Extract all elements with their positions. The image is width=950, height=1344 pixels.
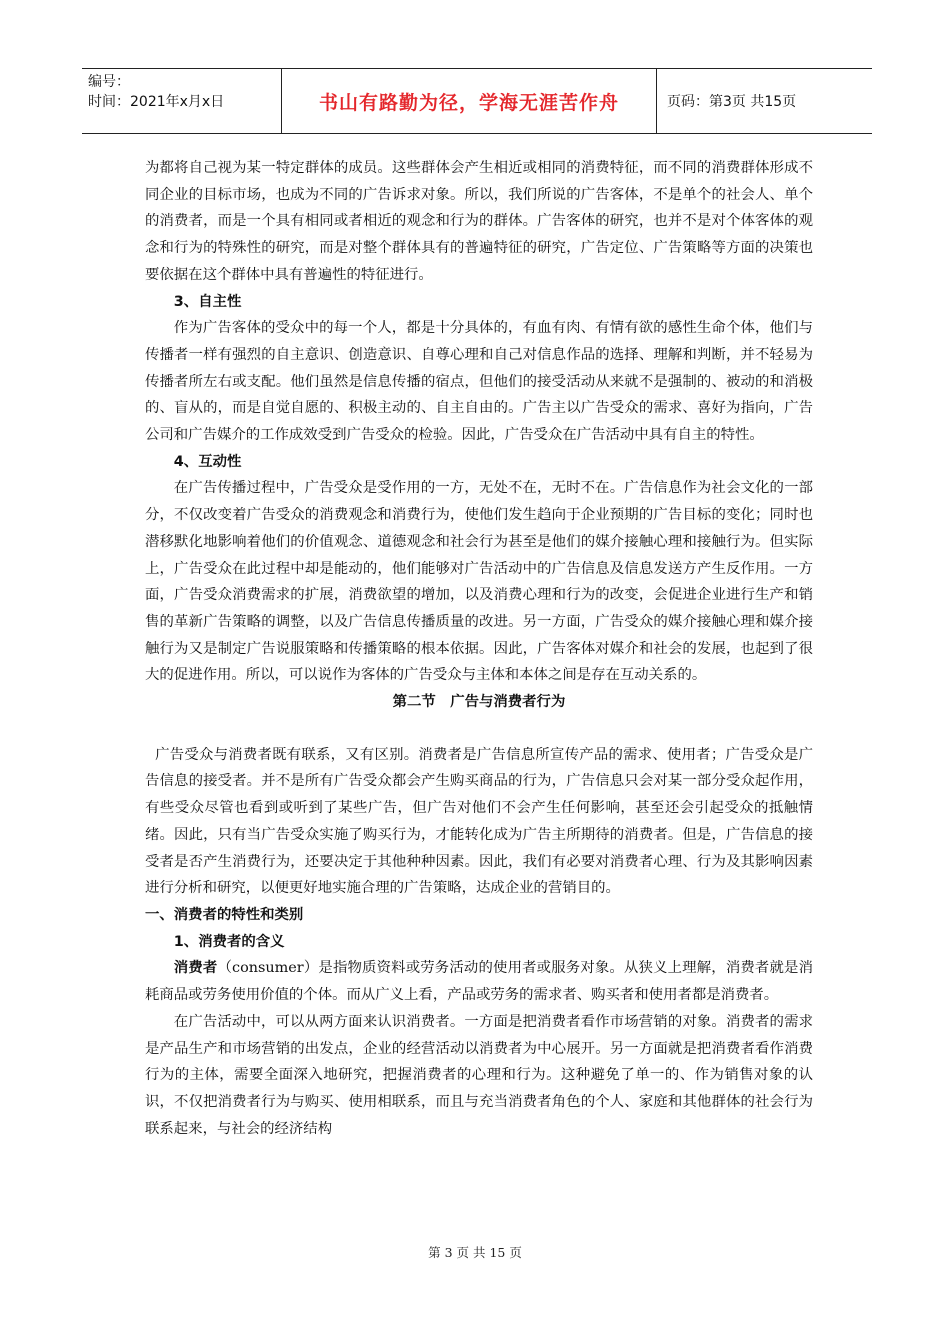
- term-consumer: 消费者: [173, 959, 218, 977]
- paragraph: 为都将自己视为某一特定群体的成员。这些群体会产生相近或相同的消费特征，而不同的消费群体形成不同企业的目标市场，也成为不同的广告诉求对象。所以，我们所说的广告客体，不是单个的社会人、单个的消费者，而是一个具有相同或者相近的观念和行为的群体。广告客体的研究，也并不是对个体客体的观念和行为的特殊性的研究，而是对整个群体具有的普遍特征的研究，广告定位、广告策略等方面的决策也要依据在这个群体中具有普遍性的特征进行。: [145, 160, 813, 283]
- section-title: 第二节 广告与消费者行为: [392, 694, 566, 711]
- paragraph-text: （consumer）是指物质资料或劳务活动的使用者或服务对象。从狭义上理解，消费者就是消耗商品或劳务使用价值的个体。而从广义上看，产品或劳务的需求者、购买者和使用者都是消费者。: [145, 960, 813, 1004]
- subheading-interaction: 4、互动性: [173, 453, 242, 470]
- subheading-consumer-meaning: 1、消费者的含义: [173, 933, 285, 950]
- page-footer: 第 3 页 共 15 页: [428, 1245, 522, 1260]
- header-page-label: 页码：第3页 共15页: [667, 94, 797, 110]
- heading-consumer-traits: 一、消费者的特性和类别: [145, 906, 304, 923]
- subheading-autonomy: 3、自主性: [173, 293, 242, 310]
- paragraph: 在广告活动中，可以从两方面来认识消费者。一方面是把消费者看作市场营销的对象。消费者的需求是产品生产和市场营销的出发点，企业的经营活动以消费者为中心展开。另一方面就是把消费者看作消费行为的主体，需要全面深入地研究，把握消费者的心理和行为。这种避免了单一的、作为销售对象的认识，不仅把消费者行为与购买、使用相联系，而且与充当消费者角色的个人、家庭和其他群体的社会行为联系起来，与社会的经济结构: [145, 1013, 813, 1137]
- document-body: [145, 155, 813, 1142]
- paragraph: [145, 955, 813, 1008]
- paragraph: 在广告传播过程中，广告受众是受作用的一方，无处不在，无时不在。广告信息作为社会文化的一部分，不仅改变着广告受众的消费观念和消费行为，使他们发生趋向于企业预期的广告目标的变化；同时也潜移默化地影响着他们的价值观念、道德观念和社会行为甚至是他们的媒介接触心理和接触行为。但实际上，广告受众在此过程中却是能动的，他们能够对广告活动中的广告信息及信息发送方产生反作用。一方面，广告受众消费需求的扩展，消费欲望的增加，以及消费心理和行为的改变，会促进企业进行生产和销售的革新广告策略的调整，以及广告信息传播质量的改进。另一方面，广告受众的媒介接触心理和媒介接触行为又是制定广告说服策略和传播策略的根本依据。因此，广告客体对媒介和社会的发展，也起到了很大的促进作用。所以，可以说作为客体的广告受众与主体和本体之间是存在互动关系的。: [145, 480, 813, 684]
- paragraph: 广告受众与消费者既有联系，又有区别。消费者是广告信息所宣传产品的需求、使用者；广告受众是广告信息的接受者。并不是所有广告受众都会产生购买商品的行为，广告信息只会对某一部分受众起作用，有些受众尽管也看到或听到了某些广告，但广告对他们不会产生任何影响，甚至还会引起受众的抵触情绪。因此，只有当广告受众实施了购买行为，才能转化成为广告主所期待的消费者。但是，广告信息的接受者是否产生消费行为，还要决定于其他种种因素。因此，我们有必要对消费者心理、行为及其影响因素进行分析和研究，以便更好地实施合理的广告策略，达成企业的营销目的。: [145, 746, 813, 897]
- header-meta: [82, 69, 282, 133]
- header-motto: 书山有路勤为径，学海无涯苦作舟: [282, 69, 657, 133]
- doc-number-label: 编号：: [88, 74, 130, 90]
- paragraph: 作为广告客体的受众中的每一个人，都是十分具体的，有血有肉、有情有欲的感性生命个体，他们与传播者一样有强烈的自主意识、创造意识、自尊心理和自己对信息作品的选择、理解和判断，并不轻易为传播者所左右或支配。他们虽然是信息传播的宿点，但他们的接受活动从来就不是强制的、被动的和消极的、盲从的，而是自觉自愿的、积极主动的、自主自由的。广告主以广告受众的需求、喜好为指向，广告公司和广告媒介的工作成效受到广告受众的检验。因此，广告受众在广告活动中具有自主的特性。: [145, 320, 813, 444]
- page-header: [82, 68, 872, 134]
- doc-date-label: 时间：2021年x月x日: [88, 94, 225, 110]
